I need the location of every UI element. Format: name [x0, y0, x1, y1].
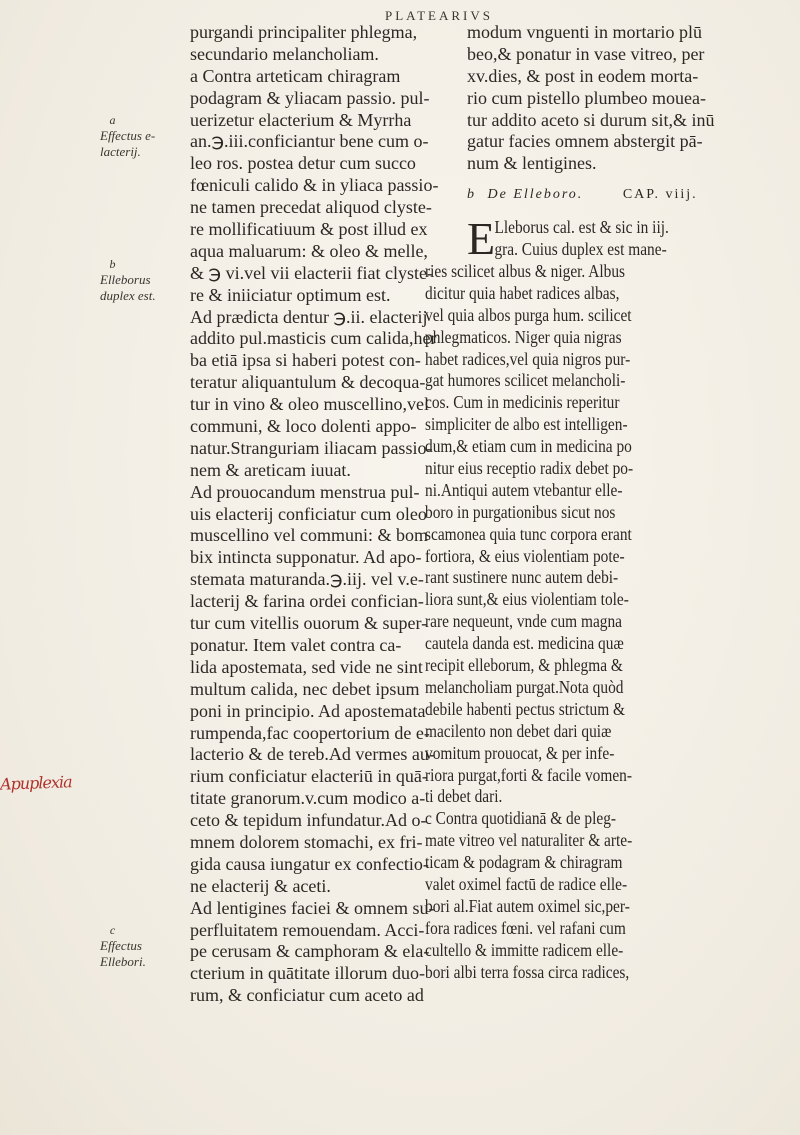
margin-note-letter: b [109, 257, 116, 271]
text-line: melancholiam purgat.Nota quòd [425, 676, 624, 697]
text-line: pe cerusam & camphoram & ela- [190, 941, 430, 962]
text-line: recipit elleborum, & phlegma & [425, 655, 623, 676]
text-line: debile habenti pectus strictum & [425, 698, 626, 719]
margin-note-line: Effectus [100, 938, 142, 953]
text-line: purgandi principaliter phlegma, [190, 22, 418, 42]
text-line: uis elacterij conficiatur cum oleo [190, 503, 427, 524]
text-line: vel quia albos purga hum. scilicet [425, 304, 632, 325]
text-line: gra. Cuius duplex est mane- [494, 239, 667, 260]
margin-note-line: Elleborus [100, 272, 151, 287]
chapter-title: De Elleboro. [487, 187, 584, 203]
text-line: boro in purgationibus sicut nos [425, 501, 616, 522]
text-line: mnem dolorem stomachi, ex fri- [190, 831, 423, 852]
text-line: re & iniiciatur optimum est. [190, 284, 391, 305]
text-line: fœniculi calido & in yliaca passio- [190, 175, 439, 196]
text-line: ti debet dari. [425, 786, 503, 807]
text-line: rumpenda,fac coopertorium de e- [190, 722, 430, 743]
margin-note-c [100, 922, 190, 970]
text-line: fortiora, & eius violentiam pote- [425, 545, 625, 566]
right-column-top-paragraph [467, 22, 757, 175]
text-line: cautela danda est. medicina quæ [425, 633, 624, 654]
right-text-column [425, 22, 757, 983]
text-line: stemata maturanda.℈.iij. vel v.e- [190, 569, 424, 590]
margin-note-line: duplex est. [100, 288, 156, 303]
running-head: PLATEARIVS [385, 8, 494, 23]
text-line: scamonea quia tunc corpora erant [425, 523, 632, 544]
text-line: communi, & loco dolenti appo- [190, 416, 417, 437]
text-line: Llebοrus cal. est & sic in iij. [494, 217, 669, 238]
text-line: ba etiā ipsa si haberi potest con- [190, 350, 421, 371]
chapter-heading [467, 181, 757, 209]
text-line: dum,& etiam cum in medicina po [425, 436, 632, 457]
text-line: Ad lentigines faciei & omnem su- [190, 897, 435, 918]
text-line: lacterij & farina ordei confician- [190, 591, 424, 612]
text-line: bix intincta supponatur. Ad apo- [190, 547, 422, 568]
text-line: a Contra arteticam chiragram [190, 65, 401, 86]
margin-note-letter: c [109, 923, 116, 937]
margin-note-b [100, 256, 190, 304]
drop-cap: E [467, 213, 496, 265]
text-line: liora sunt,& eius violentiam tole- [425, 589, 629, 610]
margin-note-a [100, 112, 190, 160]
text-line: rio cum pistello plumbeo mouea- [467, 87, 706, 108]
text-line: rium conficiatur elacteriū in quā- [190, 766, 428, 787]
text-line: simpliciter de albo est intelligen- [425, 414, 628, 435]
text-line: macilento non debet dari quiæ [425, 720, 612, 741]
text-line: rum, & conficiatur cum aceto ad [190, 985, 424, 1006]
text-line: rant sustinere nunc autem debi- [425, 567, 619, 588]
text-line: nitur eius receptio radix debet po- [425, 458, 634, 479]
chapter-number: CAP. viij. [622, 187, 698, 203]
text-line: beo,& ponatur in vase vitreo, per [467, 43, 705, 64]
text-line: podagram & yliacam passio. pul- [190, 87, 430, 108]
text-line: tur in vino & oleo muscellino,vel [190, 394, 429, 415]
text-line: re mollificatiuum & post illud ex [190, 219, 428, 240]
text-line: bori al.Fiat autem oximel sic,per- [425, 895, 630, 916]
text-line: & ℈ vi.vel vii elacterii fiat clyste- [190, 262, 433, 283]
text-line: habet radices,vel quia nigros pur- [425, 348, 631, 369]
text-line: c Contra quotidianā & de pleg- [425, 808, 617, 829]
text-line: ni.Antiqui autem vtebantur elle- [425, 479, 623, 500]
text-line: ries scilicet albus & niger. Albus [425, 261, 626, 282]
text-line: valet oximel factū de radice elle- [425, 873, 628, 894]
text-line: secundario melancholiam. [190, 43, 379, 64]
text-line: multum calida, nec debet ipsum [190, 678, 420, 699]
text-line: Ad prædicta dentur ℈.ii. elacterij [190, 306, 428, 327]
text-line: xv.dies, & post in eodem morta- [467, 65, 699, 86]
text-line: gat humores scilicet melancholi- [425, 370, 626, 391]
text-line: Ad prouocandum menstrua pul- [190, 481, 420, 502]
text-line: tur addito aceto si durum sit,& inū [467, 109, 715, 130]
right-column-body-lines [425, 213, 757, 983]
text-line: vomitum prouocat, & per infe- [425, 742, 615, 763]
text-line: bori albi terra fossa circa radices, [425, 961, 630, 982]
text-line: fora radices fœni. vel rafani cum [425, 917, 626, 938]
text-line: lacterio & de tereb.Ad vermes au- [190, 744, 435, 765]
text-line: ne elacterij & aceti. [190, 875, 331, 896]
text-line: ne tamen precedat aliquod clyste- [190, 197, 432, 218]
text-line: modum vnguenti in mortario plū [467, 22, 702, 42]
text-line: addito pul.masticis cum calida,her [190, 328, 437, 349]
text-line: mate vitreo vel naturaliter & arte- [425, 830, 633, 851]
text-line: riora purgat,forti & facile vomen- [425, 764, 632, 785]
margin-note-line: Effectus e- [100, 128, 156, 143]
text-line: muscellino vel communi: & bom [190, 525, 428, 546]
margin-note-line: Ellebori. [100, 954, 146, 969]
left-text-column [190, 22, 458, 1007]
text-line: uerizetur elacterium & Myrrha [190, 109, 412, 130]
text-line: cterium in quātitate illorum duo- [190, 963, 425, 984]
text-line: aqua maluarum: & oleo & melle, [190, 240, 428, 261]
text-line: natur.Stranguriam iliacam passio- [190, 437, 433, 458]
chapter-heading-marker: b [467, 187, 476, 203]
text-line: leo ros. postea detur cum succo [190, 153, 416, 174]
text-line: gida causa iungatur ex confectio- [190, 853, 429, 874]
chapter-body [425, 213, 757, 983]
text-line: gatur facies omnem abstergit pā- [467, 131, 703, 152]
text-line: poni in principio. Ad apostemata [190, 700, 426, 721]
margin-note-letter: a [109, 113, 116, 127]
text-line: phlegmaticos. Niger quia nigras [425, 326, 622, 347]
text-line: teratur aliquantulum & decoqua- [190, 372, 426, 393]
text-line: ticam & podagram & chiragram [425, 852, 623, 873]
text-line: lida apostemata, sed vide ne sint [190, 656, 423, 677]
text-line: num & lentigines. [467, 153, 597, 174]
handwritten-annotation: Apuplexia [0, 772, 72, 794]
text-line: an.℈.iii.conficiantur bene cum o- [190, 131, 429, 152]
text-line: ponatur. Item valet contra ca- [190, 634, 402, 655]
text-line: ceto & tepidum infundatur.Ad o- [190, 810, 427, 831]
text-line: cultello & immitte radicem elle- [425, 939, 624, 960]
text-line: titate granorum.v.cum modico a- [190, 788, 426, 809]
text-line: dicitur quia habet radices albas, [425, 282, 620, 303]
text-line: perfluitatem remouendam. Acci- [190, 919, 425, 940]
text-line: cos. Cum in medicinis reperitur [425, 392, 620, 413]
text-line: tur cum vitellis ouorum & super- [190, 613, 428, 634]
margin-note-line: lacterij. [100, 144, 141, 159]
text-line: nem & areticam iuuat. [190, 459, 351, 480]
text-line: rare nequeunt, vnde cum magna [425, 611, 622, 632]
